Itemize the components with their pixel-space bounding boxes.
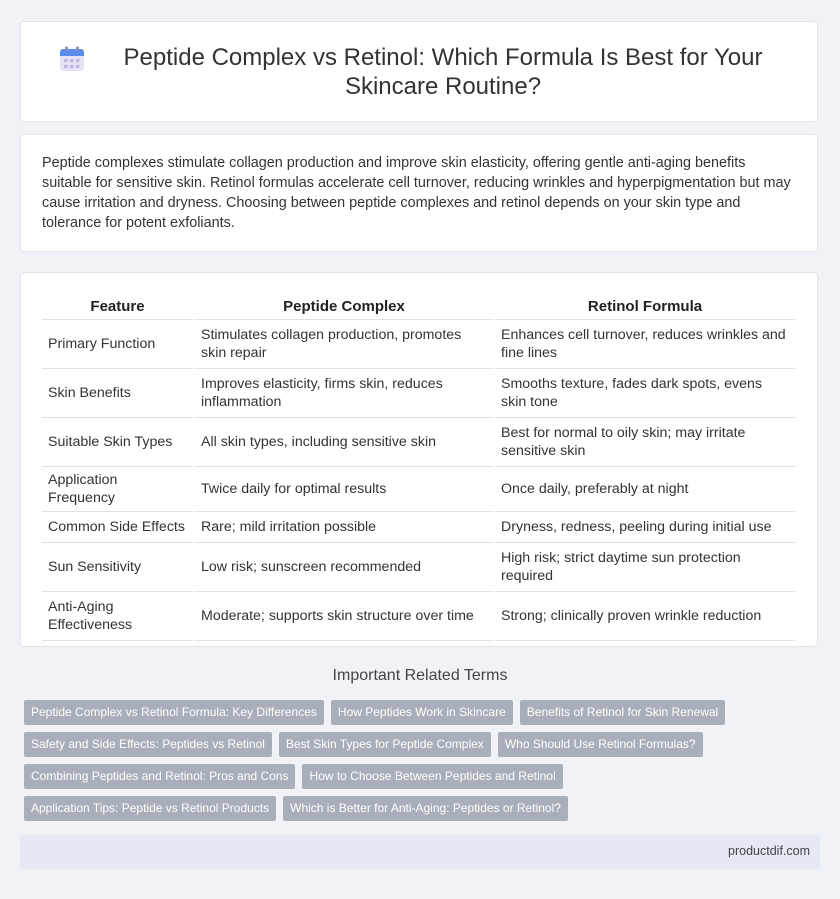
related-tag[interactable]: Safety and Side Effects: Peptides vs Retinol xyxy=(24,732,272,757)
table-cell: Best for normal to oily skin; may irritate sensitive skin xyxy=(495,418,795,467)
related-tag[interactable]: Peptide Complex vs Retinol Formula: Key Differences xyxy=(24,700,324,725)
intro-card xyxy=(20,134,818,252)
tag-row xyxy=(24,764,784,789)
title-wrap xyxy=(59,43,779,101)
column-header: Peptide Complex xyxy=(195,293,493,320)
table-cell: Strong; clinically proven wrinkle reduction xyxy=(495,592,795,641)
table-cell: Common Side Effects xyxy=(42,512,193,543)
related-tag[interactable]: Application Tips: Peptide vs Retinol Products xyxy=(24,796,276,821)
table-header-row xyxy=(42,293,795,320)
related-terms-title: Important Related Terms xyxy=(332,667,508,684)
table-row xyxy=(42,592,795,641)
title-card xyxy=(20,21,818,122)
page-title: Peptide Complex vs Retinol: Which Formula Is Best for Your Skincare Routine? xyxy=(123,43,763,100)
table-cell: Low risk; sunscreen recommended xyxy=(195,543,493,592)
footer-site-link[interactable]: productdif.com xyxy=(728,844,810,858)
table-cell: Moderate; supports skin structure over time xyxy=(195,592,493,641)
table-cell: Application Frequency xyxy=(42,467,193,512)
related-tag[interactable]: Which is Better for Anti-Aging: Peptides or Retinol? xyxy=(283,796,568,821)
table-cell: High risk; strict daytime sun protection required xyxy=(495,543,795,592)
table-cell: Primary Function xyxy=(42,320,193,369)
column-header: Feature xyxy=(42,293,193,320)
calendar-icon xyxy=(59,46,85,72)
related-tag[interactable]: Benefits of Retinol for Skin Renewal xyxy=(520,700,725,725)
comparison-card xyxy=(20,272,818,647)
table-cell: Dryness, redness, peeling during initial use xyxy=(495,512,795,543)
related-tag[interactable]: Who Should Use Retinol Formulas? xyxy=(498,732,703,757)
table-cell: Once daily, preferably at night xyxy=(495,467,795,512)
table-row xyxy=(42,320,795,369)
table-cell: Anti-Aging Effectiveness xyxy=(42,592,193,641)
related-tag[interactable]: How Peptides Work in Skincare xyxy=(331,700,513,725)
table-cell: All skin types, including sensitive skin xyxy=(195,418,493,467)
related-tag[interactable]: How to Choose Between Peptides and Retinol xyxy=(302,764,562,789)
table-cell: Improves elasticity, firms skin, reduces inflammation xyxy=(195,369,493,418)
related-tags xyxy=(24,700,784,828)
table-row xyxy=(42,512,795,543)
table-row xyxy=(42,418,795,467)
table-cell: Twice daily for optimal results xyxy=(195,467,493,512)
related-tag[interactable]: Combining Peptides and Retinol: Pros and Cons xyxy=(24,764,295,789)
tag-row xyxy=(24,796,784,821)
table-cell: Stimulates collagen production, promotes skin repair xyxy=(195,320,493,369)
table-cell: Sun Sensitivity xyxy=(42,543,193,592)
table-cell: Smooths texture, fades dark spots, evens skin tone xyxy=(495,369,795,418)
table-row xyxy=(42,543,795,592)
table-row xyxy=(42,369,795,418)
tag-row xyxy=(24,732,784,757)
table-cell: Skin Benefits xyxy=(42,369,193,418)
table-cell: Enhances cell turnover, reduces wrinkles and fine lines xyxy=(495,320,795,369)
footer xyxy=(20,835,820,869)
table-cell: Rare; mild irritation possible xyxy=(195,512,493,543)
intro-text: Peptide complexes stimulate collagen production and improve skin elasticity, offering gentle anti-aging benefits suitable for sensitive skin. Retinol formulas accelerate cell turnover, reducing wrinkles and hyperpigmentation but may cause irritation and dryness. Choosing between peptide complexes and retinol depends on your skin type and tolerance for potent exfoliants. xyxy=(42,155,791,231)
tag-row xyxy=(24,700,784,725)
related-tag[interactable]: Best Skin Types for Peptide Complex xyxy=(279,732,491,757)
comparison-table xyxy=(40,293,797,641)
table-cell: Suitable Skin Types xyxy=(42,418,193,467)
table-row xyxy=(42,467,795,512)
column-header: Retinol Formula xyxy=(495,293,795,320)
